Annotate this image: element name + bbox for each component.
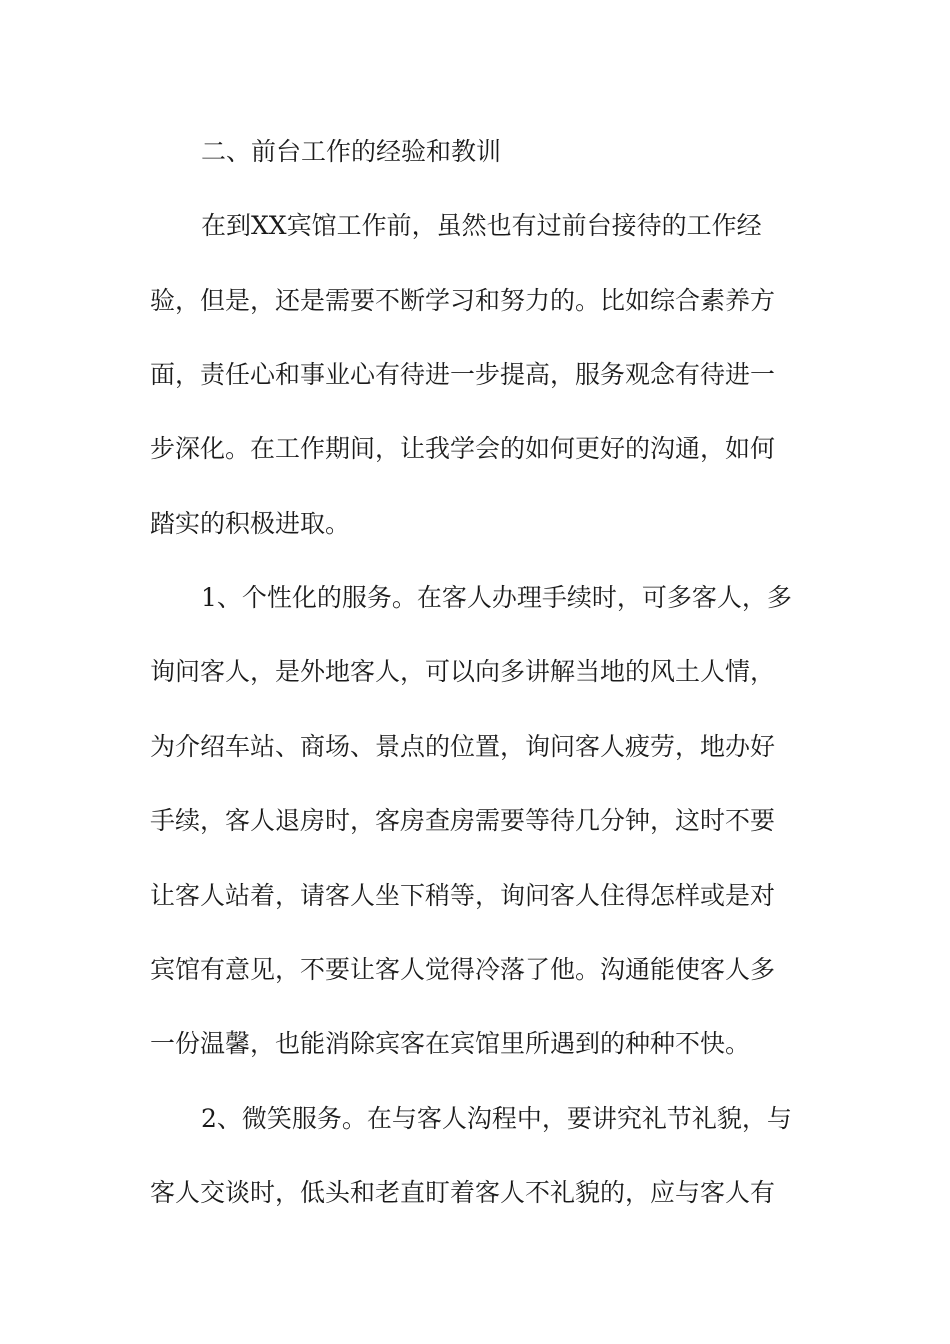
paragraph-line: 踏实的积极进取。 xyxy=(150,509,351,538)
paragraph-line: 在到XX宾馆工作前，虽然也有过前台接待的工作经 xyxy=(201,211,762,240)
paragraph-line: 面，责任心和事业心有待进一步提高，服务观念有待进一 xyxy=(150,360,776,389)
paragraph-line: 1、个性化的服务。在客人办理手续时，可多客人，多 xyxy=(201,583,792,612)
paragraph-line: 步深化。在工作期间，让我学会的如何更好的沟通，如何 xyxy=(150,434,776,463)
paragraph-line: 宾馆有意见，不要让客人觉得冷落了他。沟通能使客人多 xyxy=(150,955,776,984)
paragraph-line: 让客人站着，请客人坐下稍等，询问客人住得怎样或是对 xyxy=(150,881,776,910)
paragraph-line: 手续，客人退房时，客房查房需要等待几分钟，这时不要 xyxy=(150,806,776,835)
paragraph-line: 2、微笑服务。在与客人沟程中，要讲究礼节礼貌，与 xyxy=(201,1104,792,1133)
paragraph-line: 客人交谈时，低头和老直盯着客人不礼貌的，应与客人有 xyxy=(150,1178,776,1207)
paragraph-line: 验，但是，还是需要不断学习和努力的。比如综合素养方 xyxy=(150,286,776,315)
paragraph-line: 一份温馨，也能消除宾客在宾馆里所遇到的种种不快。 xyxy=(150,1029,751,1058)
paragraph-line: 为介绍车站、商场、景点的位置，询问客人疲劳，地办好 xyxy=(150,732,776,761)
section-heading: 二、前台工作的经验和教训 xyxy=(201,137,502,166)
paragraph-line: 询问客人，是外地客人，可以向多讲解当地的风土人情， xyxy=(150,657,776,686)
